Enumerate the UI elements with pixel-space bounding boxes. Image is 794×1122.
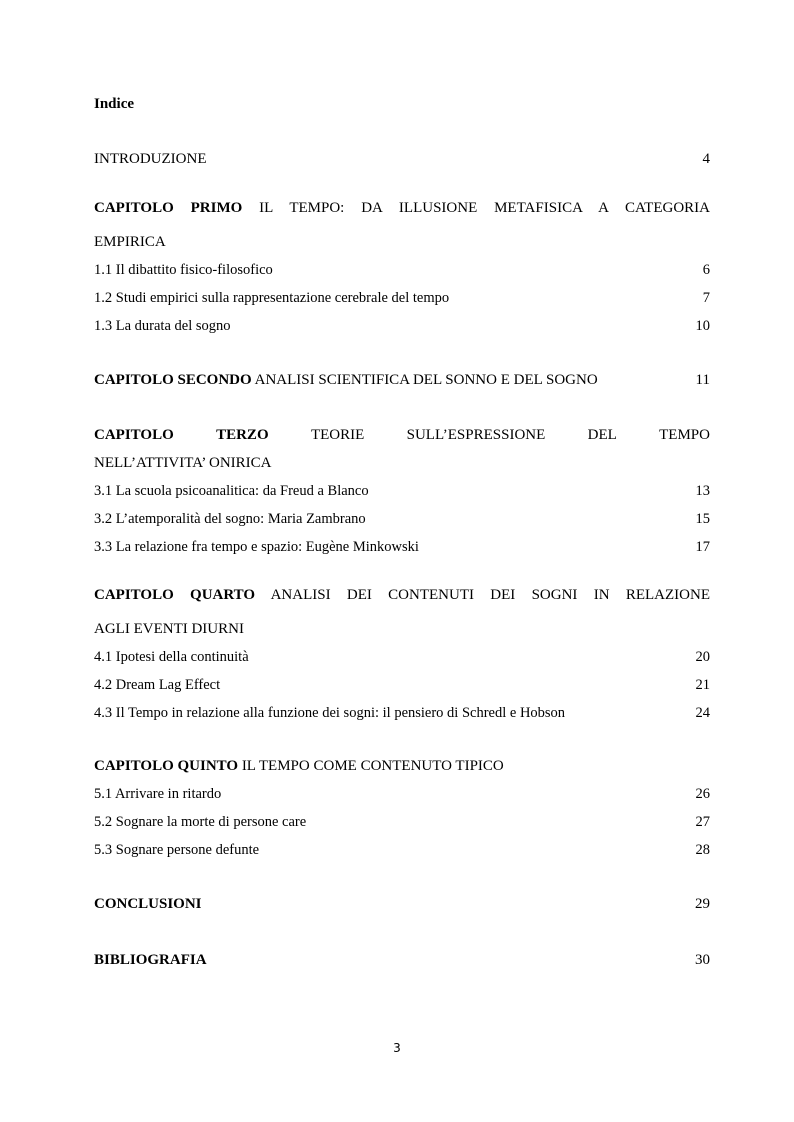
chapter-page: 11	[695, 372, 710, 388]
section-title: 3.1 La scuola psicoanalitica: da Freud a Blanco	[94, 483, 369, 499]
section-title: 5.2 Sognare la morte di persone care	[94, 814, 307, 830]
toc-chapter-5[interactable]	[94, 752, 710, 864]
entry-page: 4	[702, 151, 710, 167]
chapter-heading-line	[94, 200, 710, 228]
toc-section[interactable]	[94, 505, 710, 533]
chapter-title: IL TEMPO: DA ILLUSIONE METAFISICA A CATEGORIA	[259, 200, 710, 216]
chapter-title-continued: EMPIRICA	[94, 234, 166, 250]
toc-section[interactable]	[94, 699, 710, 727]
entry-title: CONCLUSIONI	[94, 896, 202, 912]
chapter-heading-line	[94, 752, 710, 780]
page-number: 3	[393, 1041, 401, 1055]
chapter-title-continued: NELL’ATTIVITA’ ONIRICA	[94, 455, 272, 471]
chapter-title-word: TEMPO	[659, 427, 710, 443]
entry-title: INTRODUZIONE	[94, 151, 207, 167]
section-page: 15	[695, 511, 710, 527]
toc-chapter-2[interactable]	[94, 366, 710, 394]
chapter-title: ANALISI SCIENTIFICA DEL SONNO E DEL SOGNO	[254, 372, 598, 388]
toc-heading: Indice	[94, 96, 135, 112]
chapter-title: ANALISI DEI CONTENUTI DEI SOGNI IN RELAZIONE	[270, 587, 710, 603]
chapter-label-word: TERZO	[216, 427, 269, 443]
toc-section[interactable]	[94, 284, 710, 312]
section-page: 10	[695, 318, 710, 334]
toc-entry-conclusions[interactable]	[94, 890, 710, 918]
chapter-heading-line	[94, 421, 710, 449]
section-page: 13	[695, 483, 710, 499]
toc-section[interactable]	[94, 671, 710, 699]
section-title: 5.1 Arrivare in ritardo	[94, 786, 222, 802]
toc-section[interactable]	[94, 533, 710, 561]
chapter-label-word: CAPITOLO	[94, 427, 174, 443]
entry-page: 29	[695, 896, 710, 912]
toc-section[interactable]	[94, 256, 710, 284]
chapter-label: CAPITOLO QUINTO	[94, 758, 239, 774]
section-title: 4.1 Ipotesi della continuità	[94, 649, 249, 665]
section-title: 3.2 L’atemporalità del sogno: Maria Zambrano	[94, 511, 366, 527]
section-title: 3.3 La relazione fra tempo e spazio: Eugène Minkowski	[94, 539, 419, 555]
entry-title: BIBLIOGRAFIA	[94, 952, 207, 968]
chapter-title-continued: AGLI EVENTI DIURNI	[94, 621, 244, 637]
toc-chapter-1[interactable]	[94, 200, 710, 340]
toc-section[interactable]	[94, 836, 710, 864]
chapter-title-word: TEORIE	[310, 427, 365, 443]
section-page: 24	[695, 705, 710, 721]
toc-section[interactable]	[94, 780, 710, 808]
chapter-title-word: DEL	[587, 427, 617, 443]
section-page: 21	[695, 677, 710, 693]
toc-entry-introduction[interactable]	[94, 145, 710, 173]
section-page: 20	[695, 649, 710, 665]
section-page: 17	[695, 539, 710, 555]
chapter-label: CAPITOLO PRIMO	[94, 200, 243, 216]
chapter-label: CAPITOLO SECONDO	[94, 372, 252, 388]
chapter-heading-line	[94, 587, 710, 615]
chapter-title-word: SULL’ESPRESSIONE	[406, 427, 546, 443]
chapter-title: IL TEMPO COME CONTENUTO TIPICO	[241, 758, 504, 774]
chapter-label: CAPITOLO QUARTO	[94, 587, 256, 603]
toc-section[interactable]	[94, 643, 710, 671]
toc-chapter-3[interactable]	[94, 421, 710, 561]
toc-chapter-4[interactable]	[94, 587, 710, 727]
section-title: 4.2 Dream Lag Effect	[94, 677, 221, 693]
section-title: 4.3 Il Tempo in relazione alla funzione dei sogni: il pensiero di Schredl e Hobson	[94, 705, 566, 721]
section-title: 1.2 Studi empirici sulla rappresentazione cerebrale del tempo	[94, 290, 450, 306]
toc-section[interactable]	[94, 312, 710, 340]
section-page: 28	[695, 842, 710, 858]
toc-entry-bibliography[interactable]	[94, 946, 710, 974]
section-title: 1.1 Il dibattito fisico-filosofico	[94, 262, 273, 278]
toc-section[interactable]	[94, 808, 710, 836]
section-page: 7	[702, 290, 710, 306]
section-page: 27	[695, 814, 710, 830]
section-title: 1.3 La durata del sogno	[94, 318, 231, 334]
entry-page: 30	[695, 952, 710, 968]
section-title: 5.3 Sognare persone defunte	[94, 842, 260, 858]
section-page: 6	[702, 262, 710, 278]
toc-section[interactable]	[94, 477, 710, 505]
section-page: 26	[695, 786, 710, 802]
